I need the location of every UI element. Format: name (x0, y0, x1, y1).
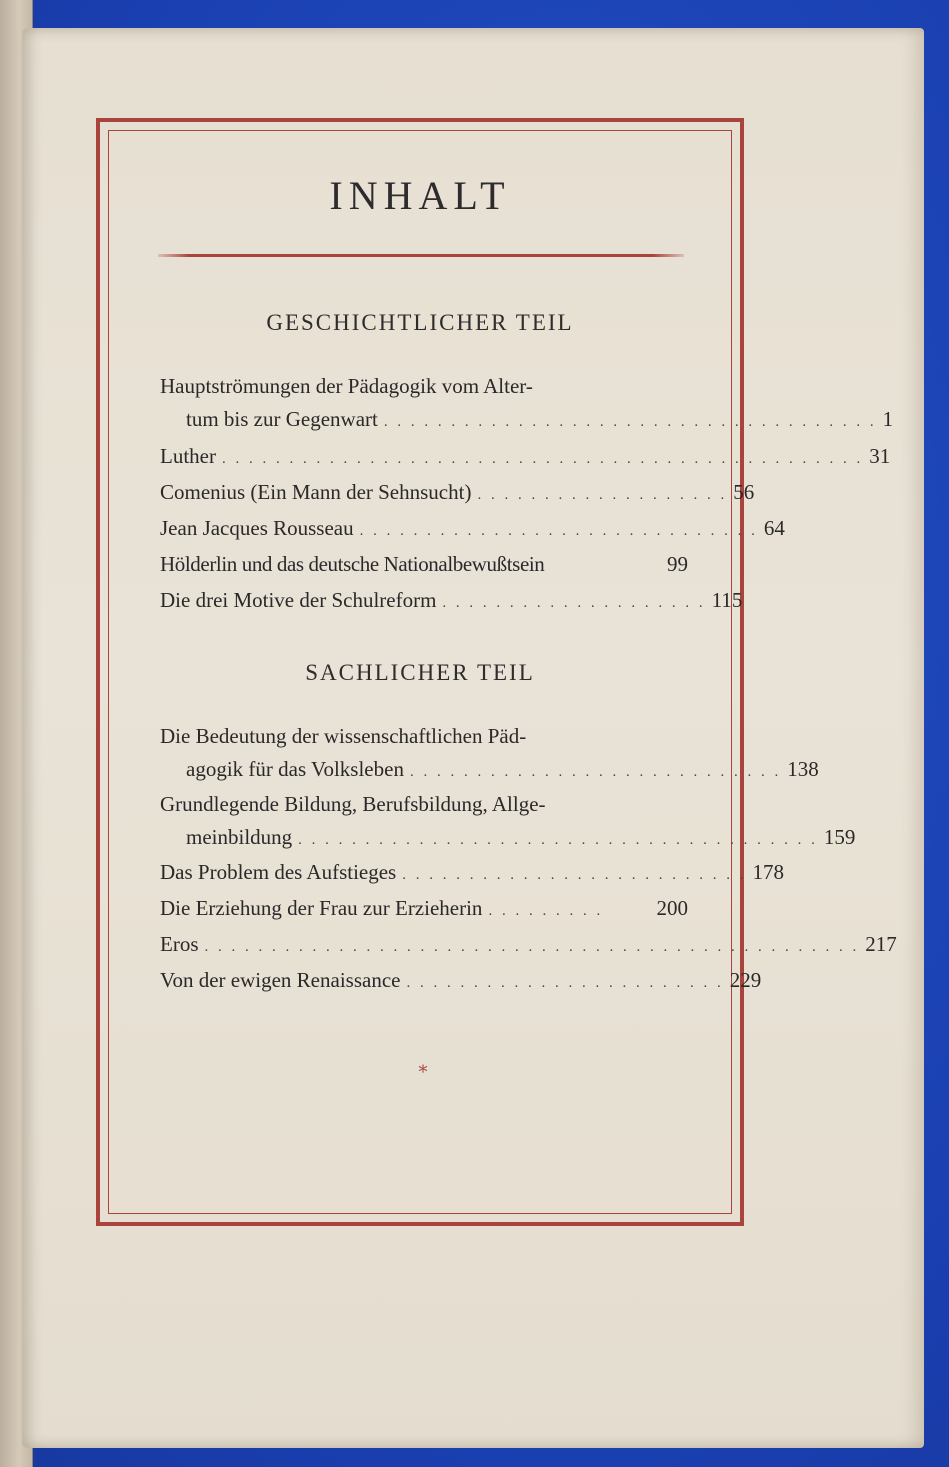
toc-entry-text: Von der ewigen Renaissance (160, 968, 401, 992)
toc-page-number: 1 (882, 407, 894, 431)
leader-dots: . . . . . . . . . . . . . . . . . . . . (442, 595, 706, 611)
toc-entry (160, 788, 856, 857)
toc-entry-text: agogik für das Volksleben (186, 757, 404, 781)
toc-entry (160, 548, 688, 584)
toc-entry-text: Die Erziehung der Frau zur Erzieherin (160, 896, 483, 920)
leader-dots: . . . . . . . . . . . . . . . . . . . . . . . . . . . . . . . . . . . . . . . . . . . . . . . . (221, 451, 864, 467)
leader-dots: . . . . . . . . . . . . . . . . . . . . . . . . . . (402, 867, 747, 883)
toc-page-number: 229 (729, 968, 762, 992)
toc-entry-text: meinbildung (186, 825, 293, 849)
leader-dots: . . . . . . . . . . . . . . . . . . . . . . . . . . . . (409, 764, 782, 780)
toc-entry-text: Grundlegende Bildung, Berufsbildung, Allge- (160, 792, 546, 816)
toc-page-number: 56 (733, 480, 755, 504)
toc-page-number: 217 (865, 932, 897, 956)
toc-page-number: 99 (667, 552, 688, 576)
toc-entry (160, 440, 891, 476)
leader-dots: . . . . . . . . . . . . . . . . . . . . . . . . . . . . . . . . . . . . . (383, 414, 877, 430)
toc-entry (160, 892, 688, 928)
leader-dots: . . . . . . . . . . . . . . . . . . . (477, 487, 728, 503)
toc-entry (160, 476, 755, 512)
toc-entry (160, 720, 819, 789)
toc-entry-text: Luther (160, 444, 216, 468)
leader-dots: . . . . . . . . . . . . . . . . . . . . . . . . . . . . . . . . . . . . . . . . . . . . . . . . . (204, 939, 860, 955)
page-title: INHALT (329, 173, 511, 218)
toc-page-number: 31 (869, 444, 891, 468)
toc-entry (160, 856, 784, 892)
leader-dots: . . . . . . . . . . . . . . . . . . . . . . . . (406, 975, 724, 991)
toc-entry-text: Eros (160, 932, 199, 956)
toc-entry-text: Comenius (Ein Mann der Sehnsucht) (160, 480, 472, 504)
toc-entry-text: Das Problem des Aufstieges (160, 860, 397, 884)
toc-page-number: 64 (763, 516, 785, 540)
leader-dots: . . . . . . . . . . . . . . . . . . . . . . . . . . . . . . . . . . . . . . . (298, 832, 818, 848)
toc-page-number: 178 (752, 860, 784, 884)
toc-entry (160, 370, 894, 439)
toc-entry (160, 584, 743, 620)
toc-entry-text: Die Bedeutung der wissenschaftlichen Päd- (160, 724, 527, 748)
toc-entry (160, 964, 762, 1000)
toc-entry-text: Jean Jacques Rousseau (160, 516, 354, 540)
leader-dots: . . . . . . . . . . . . . . . . . . . . . . . . . . . . . . (359, 523, 758, 539)
section-title-geschichtlicher-teil: GESCHICHTLICHER TEIL (266, 310, 574, 335)
asterisk-ornament: * (418, 1062, 428, 1083)
toc-entry-text: Hauptströmungen der Pädagogik vom Alter- (160, 374, 533, 398)
section-title-sachlicher-teil: SACHLICHER TEIL (305, 660, 535, 685)
toc-entry (160, 928, 897, 964)
toc-entry-text: Die drei Motive der Schulreform (160, 588, 437, 612)
toc-entry-text: tum bis zur Gegenwart (186, 407, 378, 431)
toc-entry (160, 512, 785, 548)
toc-page-number: 159 (823, 825, 856, 849)
title-rule (158, 254, 684, 257)
toc-page-number: 115 (711, 588, 743, 612)
toc-page-number: 138 (787, 757, 819, 781)
leader-dots: . . . . . . . . . (488, 903, 604, 919)
toc-page-number: 200 (656, 896, 688, 920)
toc-entry-text: Hölderlin und das deutsche Nationalbewußtsein (160, 552, 545, 576)
